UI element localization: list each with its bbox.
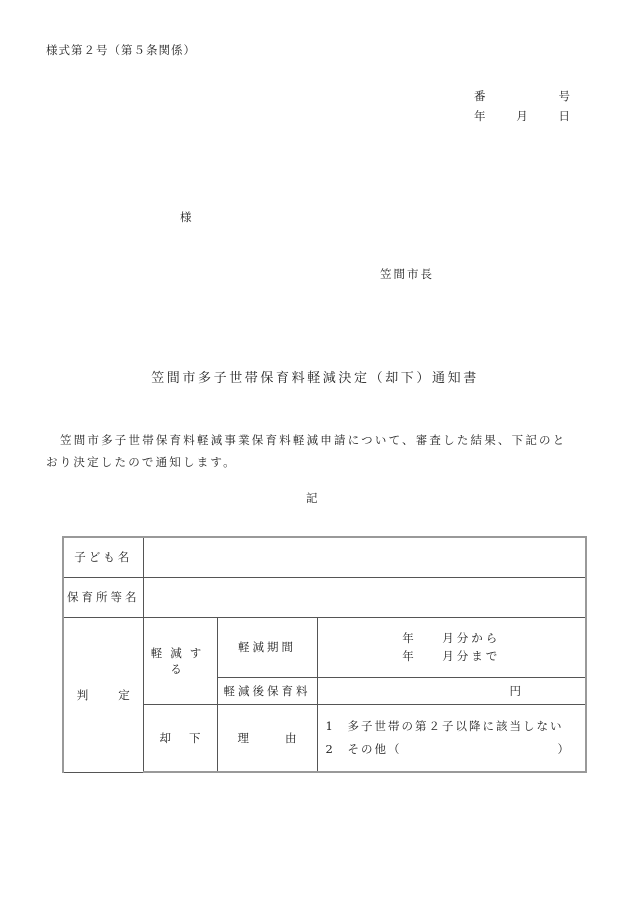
judgment-label-1: 判	[76, 687, 89, 702]
nursery-field[interactable]	[143, 577, 586, 617]
reject-label	[143, 704, 217, 772]
child-name-row	[63, 537, 586, 577]
addressee-suffix: 様	[180, 210, 192, 224]
reason-option-2[interactable]: 2 その他（ ）	[325, 741, 571, 756]
form-number: 様式第２号（第５条関係）	[46, 43, 196, 57]
body-line-1: 笠間市多子世帯保育料軽減事業保育料軽減申請について、審査した結果、下記のと	[60, 433, 567, 447]
document-title: 笠間市多子世帯保育料軽減決定（却下）通知書	[151, 371, 479, 386]
reduction-period-row	[63, 617, 586, 677]
period-from: 年 月分から	[402, 631, 501, 645]
reference-number-label: 番	[474, 89, 486, 103]
period-to: 年 月分まで	[402, 649, 501, 663]
reason-label	[217, 704, 317, 772]
issue-date	[474, 108, 570, 124]
reference-number-suffix: 号	[558, 89, 570, 103]
period-field[interactable]	[317, 617, 586, 677]
after-fee-label: 軽減後保育料	[217, 677, 317, 704]
body-line-2: おり決定したので通知します。	[46, 455, 237, 469]
reason-option-1[interactable]: 1 多子世帯の第２子以降に該当しない	[325, 718, 564, 733]
period-label: 軽減期間	[217, 617, 317, 677]
child-name-label: 子ども名	[63, 537, 143, 577]
reduce-label: 軽減する	[143, 617, 217, 704]
date-day: 日	[558, 109, 570, 123]
reference-number	[474, 88, 570, 104]
judgment-label-2: 定	[118, 687, 130, 702]
reason-label-1: 理	[237, 730, 249, 745]
after-fee-field[interactable]	[317, 677, 586, 704]
date-month: 月	[516, 109, 528, 123]
reject-label-2: 下	[189, 730, 201, 745]
yen-unit: 円	[509, 683, 521, 698]
ki-label: 記	[306, 491, 318, 505]
body-text	[46, 429, 591, 473]
nursery-row	[63, 577, 586, 617]
child-name-field[interactable]	[143, 537, 586, 577]
nursery-label: 保育所等名	[63, 577, 143, 617]
date-year: 年	[474, 109, 486, 123]
reject-label-1: 却	[159, 730, 171, 745]
issuer-name: 笠間市長	[380, 267, 434, 281]
judgment-label	[63, 617, 143, 772]
decision-table	[62, 536, 587, 773]
reason-options	[317, 704, 586, 772]
reason-label-2: 由	[285, 730, 297, 745]
